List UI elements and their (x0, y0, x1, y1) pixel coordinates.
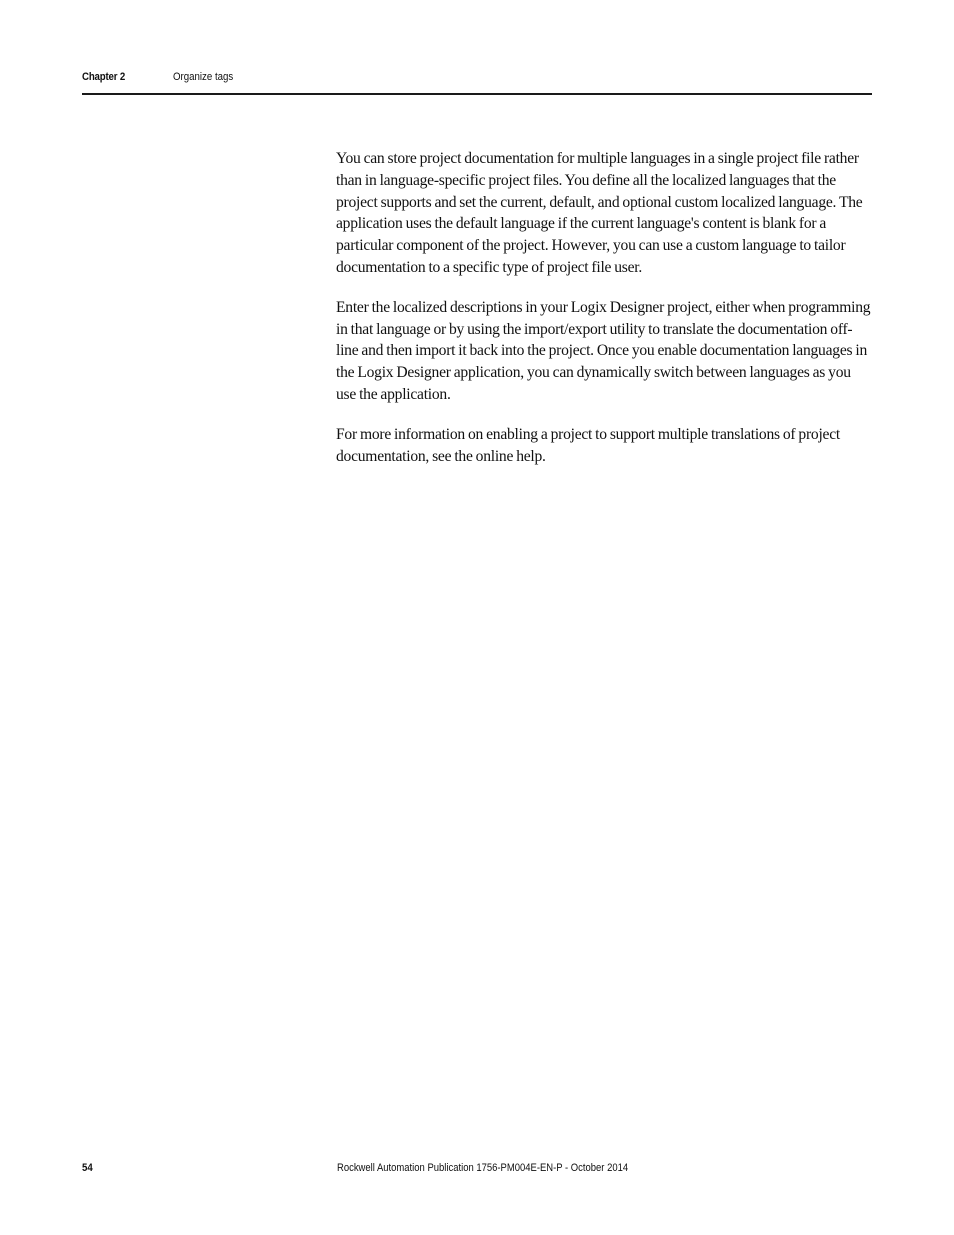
chapter-label: Chapter 2 (82, 71, 126, 83)
paragraph: For more information on enabling a project to support multiple translations of project documentation, see the online help. (336, 425, 840, 465)
chapter-title: Organize tags (173, 71, 234, 83)
page-footer (82, 1162, 872, 1178)
paragraph: Enter the localized descriptions in your Logix Designer project, either when programming in that language or by using the import/export utility to translate the documentation off-line and then import it back into the project. Once you enable documentation languages in the Logix Designer application, you can dynamically switch between languages as you use the application. (336, 298, 871, 403)
page-number: 54 (82, 1162, 93, 1174)
publication-info: Rockwell Automation Publication 1756-PM004E-EN-P - October 2014 (337, 1162, 629, 1174)
page-header (82, 71, 872, 95)
body-text (336, 148, 872, 485)
paragraph: You can store project documentation for multiple languages in a single project file rather than in language-specific project files. You define all the localized languages that the project supports and set the current, default, and optional custom localized language. The application uses the default language if the current language's content is blank for a particular component of the project. However, you can use a custom language to tailor documentation to a specific type of project file user. (336, 150, 863, 276)
